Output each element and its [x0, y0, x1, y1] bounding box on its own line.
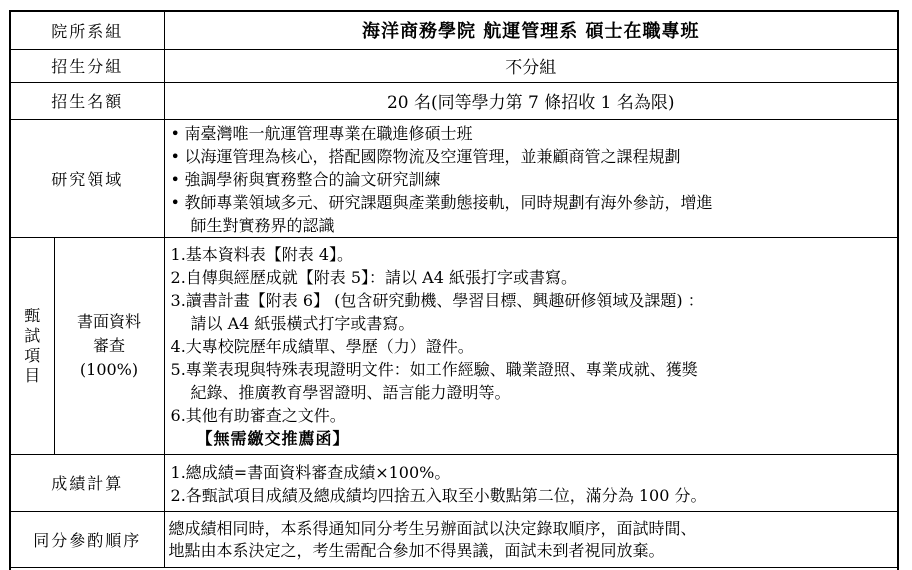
list-item-continuation: 請以 A4 紙張橫式打字或書寫。	[190, 314, 415, 333]
admission-table	[9, 10, 899, 570]
score-list	[164, 454, 897, 511]
list-item: 1.基本資料表【附表 4】。	[170, 245, 354, 264]
row-quota	[11, 82, 897, 119]
score-label: 成績計算	[11, 454, 164, 511]
tie-line: 總成績相同時，本系得通知同分考生另辦面試以決定錄取順序，面試時間、	[168, 518, 697, 538]
list-item: 6.其他有助審查之文件。	[170, 406, 346, 425]
list-item-continuation: 紀錄、推廣教育學習證明、語言能力證明等。	[190, 383, 511, 402]
list-item-continuation: 師生對實務界的認識	[190, 215, 335, 235]
quota-label: 招生名額	[11, 82, 164, 119]
group-value: 不分組	[164, 49, 897, 82]
row-tie	[11, 511, 897, 567]
quota-value: 20 名(同等學力第 7 條招收 1 名為限)	[164, 82, 897, 119]
screening-label: 甄 試 項 目	[11, 237, 54, 454]
bullet-icon: •	[170, 146, 180, 166]
bullet-icon: •	[170, 169, 180, 189]
list-item: 1.總成績=書面資料審查成績×100%。	[170, 462, 451, 482]
admission-grid	[11, 12, 897, 568]
tie-line: 地點由本系決定之，考生需配合參加不得異議，面試未到者視同放棄。	[168, 540, 665, 560]
list-item: 3.讀書計畫【附表 6】 (包含研究動機、學習目標、興趣研修領域及課題) ：	[170, 291, 704, 310]
research-label: 研究領域	[11, 119, 164, 237]
document-review-label: 書面資料 審查 (100%)	[54, 237, 164, 454]
row-group	[11, 49, 897, 82]
row-research	[11, 119, 897, 237]
list-item: • 以海運管理為核心，搭配國際物流及空運管理，並兼顧商管之課程規劃	[170, 146, 681, 166]
list-item: 4.大專校院歷年成績單、學歷（力）證件。	[170, 337, 474, 356]
screening-list	[164, 237, 897, 454]
list-item: 2.自傳與經歷成就【附表 5】：請以 A4 紙張打字或書寫。	[170, 268, 577, 287]
tie-label: 同分參酌順序	[11, 511, 164, 567]
list-item: • 南臺灣唯一航運管理專業在職進修碩士班	[170, 123, 473, 143]
row-screening	[11, 237, 897, 454]
list-item: • 教師專業領域多元、研究課題與產業動態接軌，同時規劃有海外參訪，增進	[170, 192, 713, 212]
dept-label: 院所系組	[11, 12, 164, 49]
research-list	[164, 119, 897, 237]
list-item: 2.各甄試項目成績及總成績均四捨五入取至小數點第二位，滿分為 100 分。	[170, 485, 707, 505]
dept-value: 海洋商務學院 航運管理系 碩士在職專班	[164, 12, 897, 49]
list-item: 5.專業表現與特殊表現證明文件：如工作經驗、職業證照、專業成就、獲獎	[170, 360, 698, 379]
group-label: 招生分組	[11, 49, 164, 82]
list-item: • 強調學術與實務整合的論文研究訓練	[170, 169, 441, 189]
no-recommendation-note: 【無需繳交推薦函】	[196, 429, 350, 448]
bullet-icon: •	[170, 123, 180, 143]
bullet-icon: •	[170, 192, 180, 212]
tie-text	[164, 511, 897, 567]
row-score	[11, 454, 897, 511]
row-dept	[11, 12, 897, 49]
